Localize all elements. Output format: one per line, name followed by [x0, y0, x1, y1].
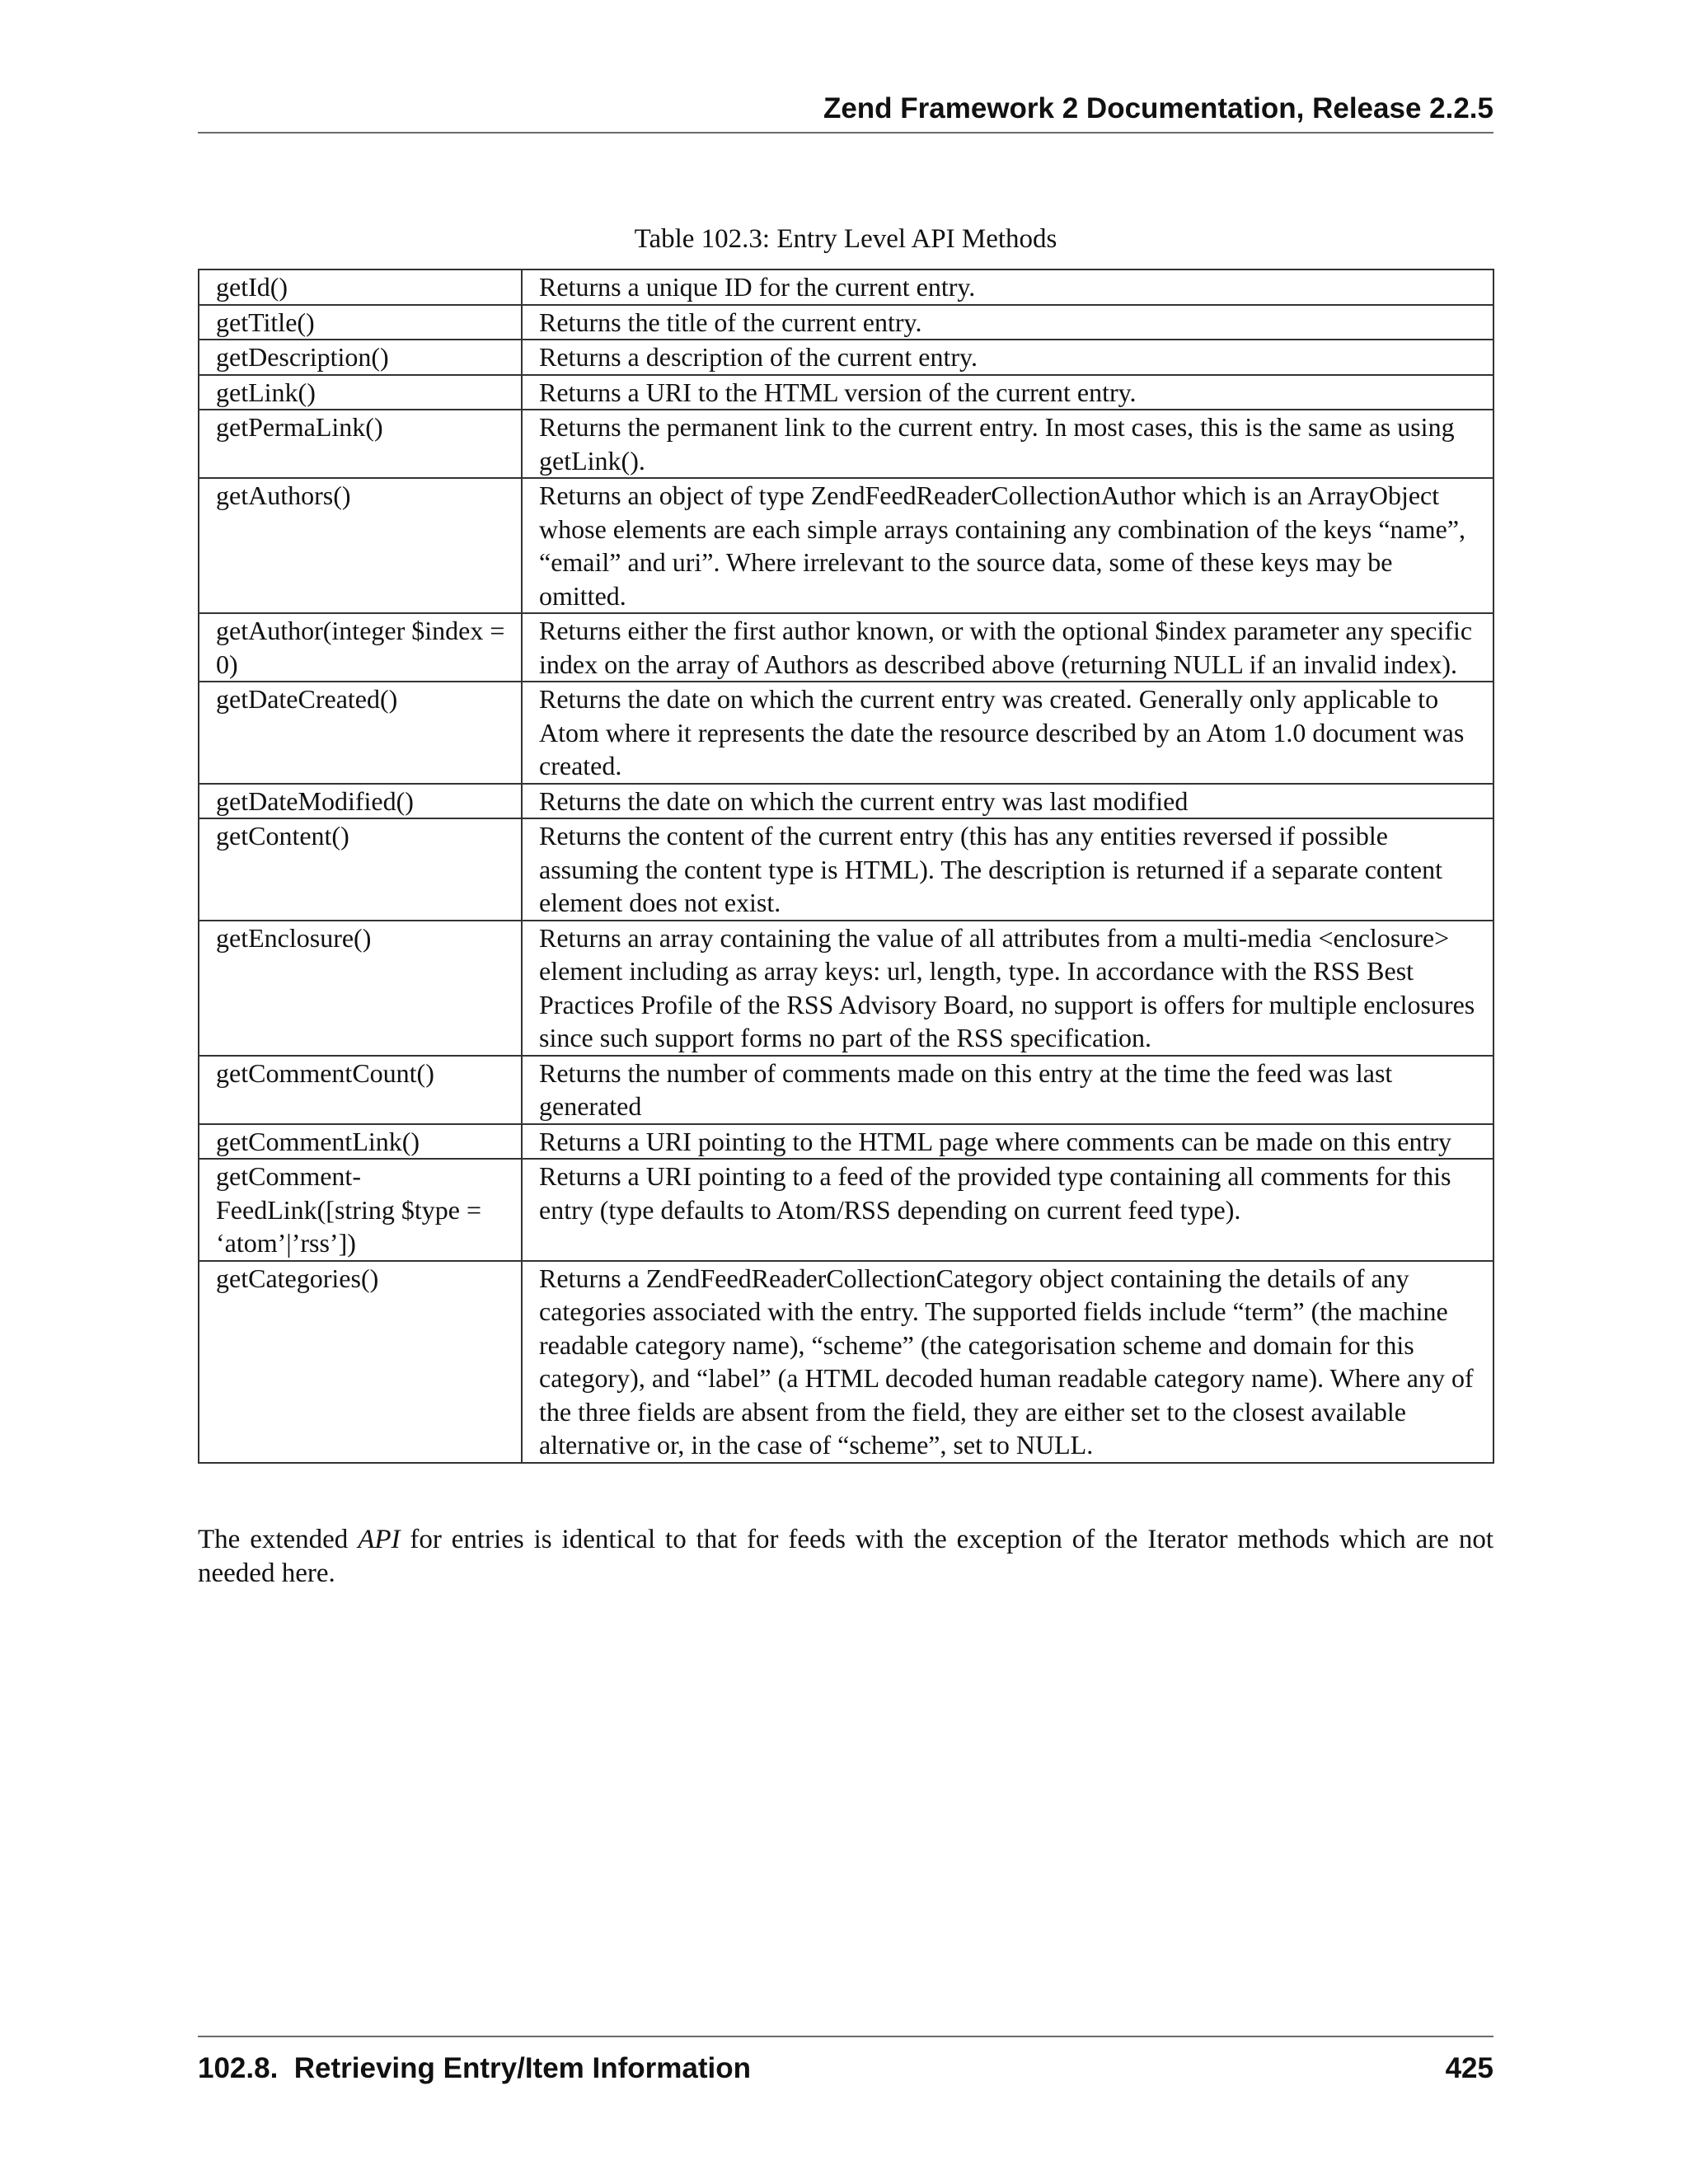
- entry-api-methods-table: [198, 269, 1494, 1464]
- method-name-cell: getAuthor(integer $index = 0): [199, 613, 522, 682]
- table-row: [199, 784, 1493, 819]
- method-name-cell: getCategories(): [199, 1261, 522, 1463]
- table-caption: Table 102.3: Entry Level API Methods: [634, 224, 1057, 254]
- method-name-cell: getTitle(): [199, 305, 522, 340]
- method-description-cell: Returns a ZendFeedReaderCollectionCategory object containing the details of any categories associated with the entry. The supported fields include “term” (the machine readable category name), “scheme” (the categorisation scheme and domain for this category), and “label” (a HTML decoded human readable category name). Where any of the three fields are absent from the field, they are either set to the closest available alternative or, in the case of “scheme”, set to NULL.: [522, 1261, 1493, 1463]
- table-row: [199, 613, 1493, 682]
- method-name-cell: getPermaLink(): [199, 410, 522, 478]
- table-row: [199, 410, 1493, 478]
- method-description-cell: Returns a unique ID for the current entry.: [522, 269, 1493, 305]
- method-name-cell: getEnclosure(): [199, 921, 522, 1056]
- table-row: [199, 1056, 1493, 1124]
- page-header: [198, 91, 1493, 134]
- table-row: [199, 682, 1493, 784]
- table-row: [199, 478, 1493, 613]
- method-name-cell: getComment-FeedLink([string $type = ‘atom’|’rss’]): [199, 1159, 522, 1261]
- method-name-cell: getDateCreated(): [199, 682, 522, 784]
- page-footer: [198, 2036, 1493, 2084]
- table-row: [199, 921, 1493, 1056]
- method-name-cell: getDescription(): [199, 340, 522, 375]
- method-description-cell: Returns the date on which the current entry was created. Generally only applicable to Atom where it represents the date the resource described by an Atom 1.0 document was created.: [522, 682, 1493, 784]
- method-name-cell: getContent(): [199, 818, 522, 921]
- method-description-cell: Returns a description of the current entry.: [522, 340, 1493, 375]
- api-emphasis: API: [358, 1525, 401, 1554]
- table-row: [199, 269, 1493, 305]
- paragraph-text-start: The extended: [198, 1525, 359, 1554]
- table-row: [199, 340, 1493, 375]
- document-title: Zend Framework 2 Documentation, Release 2.2.5: [823, 92, 1493, 124]
- method-description-cell: Returns a URI to the HTML version of the current entry.: [522, 375, 1493, 410]
- paragraph-text-end: for entries is identical to that for feeds with the exception of the Iterator methods which are not needed here.: [198, 1525, 1493, 1588]
- method-description-cell: Returns the number of comments made on this entry at the time the feed was last generated: [522, 1056, 1493, 1124]
- method-name-cell: getDateModified(): [199, 784, 522, 819]
- table-row: [199, 375, 1493, 410]
- method-description-cell: Returns the content of the current entry (this has any entities reversed if possible assuming the content type is HTML). The description is returned if a separate content element does not exist.: [522, 818, 1493, 921]
- page-number: 425: [1445, 2052, 1493, 2084]
- table-row: [199, 1124, 1493, 1160]
- body-paragraph: [198, 1523, 1493, 1591]
- method-description-cell: Returns the title of the current entry.: [522, 305, 1493, 340]
- method-description-cell: Returns an array containing the value of all attributes from a multi-media <enclosure> element including as array keys: url, length, type. In accordance with the RSS Best Practices Profile of the RSS Advisory Board, no support is offers for multiple enclosures since such support forms no part of the RSS specification.: [522, 921, 1493, 1056]
- method-description-cell: Returns the date on which the current entry was last modified: [522, 784, 1493, 819]
- table-row: [199, 1261, 1493, 1463]
- table-row: [199, 1159, 1493, 1261]
- method-description-cell: Returns a URI pointing to the HTML page where comments can be made on this entry: [522, 1124, 1493, 1160]
- method-name-cell: getCommentLink(): [199, 1124, 522, 1160]
- method-name-cell: getAuthors(): [199, 478, 522, 613]
- table-body: [199, 269, 1493, 1463]
- table-row: [199, 818, 1493, 921]
- section-title: 102.8. Retrieving Entry/Item Information: [198, 2052, 751, 2084]
- method-description-cell: Returns the permanent link to the current entry. In most cases, this is the same as using getLink().: [522, 410, 1493, 478]
- method-description-cell: Returns a URI pointing to a feed of the provided type containing all comments for this entry (type defaults to Atom/RSS depending on current feed type).: [522, 1159, 1493, 1261]
- method-name-cell: getCommentCount(): [199, 1056, 522, 1124]
- method-name-cell: getId(): [199, 269, 522, 305]
- method-description-cell: Returns either the first author known, or with the optional $index parameter any specific index on the array of Authors as described above (returning NULL if an invalid index).: [522, 613, 1493, 682]
- table-row: [199, 305, 1493, 340]
- method-name-cell: getLink(): [199, 375, 522, 410]
- method-description-cell: Returns an object of type ZendFeedReaderCollectionAuthor which is an ArrayObject whose elements are each simple arrays containing any combination of the keys “name”, “email” and uri”. Where irrelevant to the source data, some of these keys may be omitted.: [522, 478, 1493, 613]
